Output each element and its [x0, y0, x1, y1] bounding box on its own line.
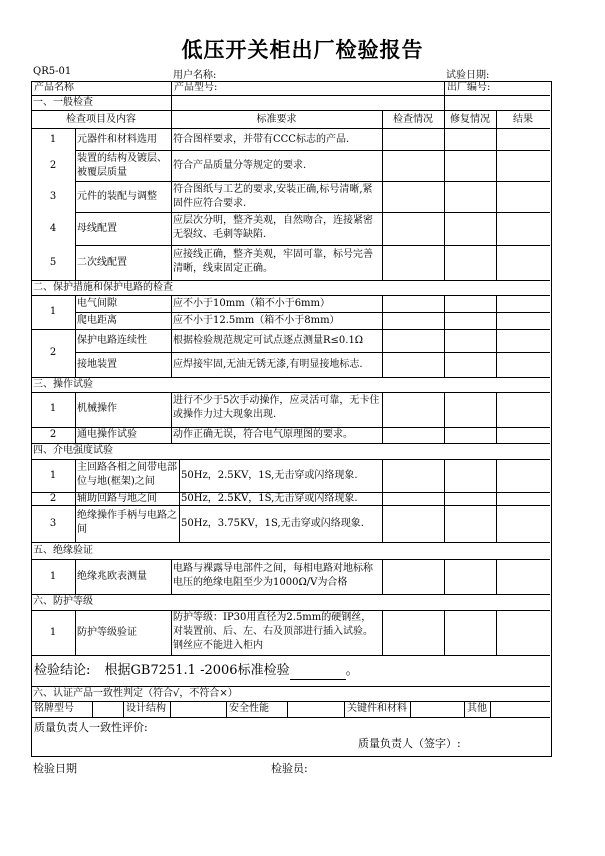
row-item: 母线配置 — [77, 223, 117, 234]
row-standard: 50Hz，3.75KV，1S,无击穿或闪络现象. — [181, 518, 364, 529]
section-title-dielectric: 四、介电强度试验 — [33, 445, 113, 456]
row-item: 主回路各相之间带电部位与地(框架)之间 — [77, 462, 177, 487]
row-no: 1 — [49, 470, 57, 481]
row-no: 4 — [49, 223, 57, 234]
row-no: 3 — [49, 518, 57, 529]
col-item: 检查项目及内容 — [66, 114, 136, 125]
conclusion-blank[interactable] — [290, 663, 346, 680]
serial-number-label: 出厂编号: — [447, 82, 491, 93]
row-standard: 符合图样要求，并带有CCC标志的产品. — [173, 134, 350, 145]
row-no: 1 — [49, 403, 57, 414]
row-standard: 应接线正确，整齐美观，牢固可靠，标号完善清晰，线束固定正确。 — [173, 249, 373, 274]
row-standard: 进行不少于5次手动操作，应灵活可靠，无卡住或操作力过大现象出现. — [173, 395, 380, 420]
col-result: 结果 — [513, 114, 533, 125]
form-code: QR5-01 — [33, 66, 72, 77]
inspector-label: 检验员: — [271, 762, 308, 775]
row-item: 绝缘操作手柄与电路之间 — [77, 510, 177, 535]
row-item: 爬电距离 — [77, 315, 117, 326]
conformity-title: 六、认证产品一致性判定（符合√，不符合×） — [33, 688, 238, 699]
report-title: 低压开关柜出厂检验报告 — [181, 37, 424, 62]
row-standard: 防护等级：IP30用直径为2.5mm的硬钢丝，对装置前、后、左、右及顶部进行插入试验。钢丝应不能进入柜内 — [173, 612, 373, 651]
row-standard: 应焊接牢固,无油无锈无漆,有明显接地标志. — [173, 359, 363, 370]
row-item: 接地装置 — [77, 359, 117, 370]
customer-label: 用户名称: — [173, 70, 217, 81]
row-item: 装置的结构及镀层、被覆层质量 — [77, 153, 167, 178]
section-title-protection: 二、保护措施和保护电路的检查 — [33, 282, 173, 293]
row-no: 2 — [49, 493, 57, 504]
conclusion-end: 。 — [345, 663, 359, 678]
section-title-insulation: 五、绝缘验证 — [33, 545, 93, 556]
row-standard: 50Hz，2.5KV，1S,无击穿或闪络现象. — [181, 493, 358, 504]
signature-label: 质量负责人（签字）: — [358, 737, 461, 750]
product-name-label: 产品名称 — [34, 82, 74, 93]
conformity-key-parts: 关键件和材料 — [347, 703, 407, 714]
col-standard: 标准要求 — [256, 114, 297, 125]
section-title-general: 一、一般检查 — [33, 97, 93, 108]
conclusion-row — [34, 663, 359, 680]
row-no: 5 — [49, 257, 57, 268]
row-item: 机械操作 — [77, 403, 117, 414]
conformity-other: 其他 — [467, 703, 487, 714]
section-title-operation: 三、操作试验 — [33, 379, 93, 390]
row-standard: 应层次分明，整齐美观，自然吻合，连接紧密无裂纹、毛刺等缺陷. — [173, 215, 373, 240]
row-no: 3 — [49, 191, 57, 202]
row-standard: 应不小于12.5mm（箱不小于8mm） — [173, 315, 340, 326]
row-item: 元件的装配与调整 — [77, 191, 157, 202]
row-standard: 根据检验规范规定可试点逐点测量R≤0.1Ω — [173, 335, 364, 346]
row-standard: 符合图纸与工艺的要求,安装正确,标号清晰,紧固件应符合要求. — [173, 184, 373, 209]
row-item: 辅助回路与地之间 — [77, 493, 157, 504]
form-grid — [31, 81, 551, 757]
conclusion-label: 检验结论: — [34, 663, 91, 678]
row-standard: 50Hz，2.5KV，1S,无击穿或闪络现象. — [181, 470, 358, 481]
conformity-safety: 安全性能 — [229, 703, 269, 714]
row-standard: 符合产品质量分等规定的要求. — [173, 160, 307, 171]
row-standard: 应不小于10mm（箱不小于6mm） — [173, 298, 331, 309]
row-standard: 电路与裸露导电部件之间，每相电路对地标称电压的绝缘电阻至少为1000Ω/V为合格 — [173, 563, 373, 588]
conformity-nameplate: 铭牌型号 — [34, 703, 74, 714]
row-item: 电气间隙 — [77, 298, 117, 309]
row-no: 1 — [49, 627, 57, 638]
test-date-label: 试验日期: — [446, 70, 490, 81]
evaluation-label: 质量负责人一致性评价: — [34, 721, 148, 734]
row-item: 防护等级验证 — [77, 627, 137, 638]
row-item: 保护电路连续性 — [77, 335, 147, 346]
row-item: 元器件和材料选用 — [77, 134, 157, 145]
conformity-design: 设计结构 — [126, 703, 166, 714]
row-no: 2 — [49, 160, 57, 171]
row-no: 1 — [49, 306, 57, 317]
inspection-date-label: 检验日期 — [33, 762, 77, 775]
section-title-ip: 六、防护等级 — [33, 596, 93, 607]
col-check: 检查情况 — [393, 114, 433, 125]
row-no: 2 — [49, 347, 57, 358]
row-standard: 动作正确无误，符合电气原理图的要求。 — [173, 429, 353, 440]
col-repair: 修复情况 — [450, 114, 490, 125]
row-no: 2 — [49, 429, 57, 440]
conclusion-text: 根据GB7251.1 -2006标准检验 — [104, 663, 290, 678]
row-item: 绝缘兆欧表测量 — [77, 571, 147, 582]
row-no: 1 — [49, 571, 57, 582]
row-no: 1 — [49, 134, 57, 145]
product-model-label: 产品型号: — [174, 82, 218, 93]
row-item: 二次线配置 — [77, 257, 127, 268]
row-item: 通电操作试验 — [77, 429, 137, 440]
